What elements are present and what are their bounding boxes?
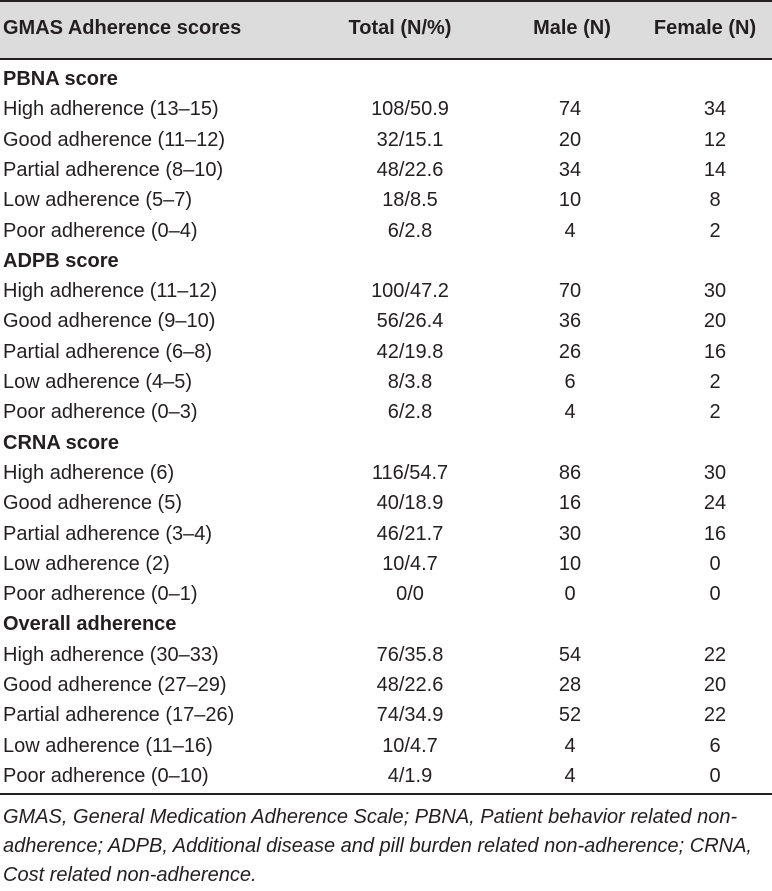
cell-male: 4 <box>564 764 576 787</box>
cell-total: 8/3.8 <box>387 371 433 393</box>
table-bottom-rule <box>0 793 772 795</box>
cell-female: 22 <box>703 643 727 666</box>
cell-total: 6/2.8 <box>387 401 433 424</box>
cell-category: Low adherence (4–5) <box>3 371 193 393</box>
cell-total: 42/19.8 <box>376 340 444 363</box>
cell-total: 108/50.9 <box>371 98 449 121</box>
cell-male: 54 <box>558 643 582 666</box>
table-row <box>0 488 772 518</box>
table-row <box>0 397 772 427</box>
cell-total: 10/4.7 <box>382 734 438 757</box>
cell-male: 6 <box>564 371 576 393</box>
cell-category: Good adherence (11–12) <box>3 128 226 151</box>
table-row <box>0 700 772 730</box>
cell-total: 100/47.2 <box>371 280 449 303</box>
cell-category: High adherence (13–15) <box>3 98 219 121</box>
cell-category: Partial adherence (3–4) <box>3 522 213 545</box>
cell-female: 0 <box>709 583 721 606</box>
cell-category: Partial adherence (8–10) <box>3 158 224 181</box>
cell-male: 74 <box>558 98 582 121</box>
header-male: Male (N) <box>533 17 611 39</box>
cell-female: 14 <box>703 158 727 181</box>
cell-male: 34 <box>558 158 582 181</box>
table-footnote: GMAS, General Medication Adherence Scale; PBNA, Patient behavior related non-adherence; ADPB, Additional disease and pill burden related non-adherence; CRNA, Cost related non-adherence. <box>3 806 752 886</box>
cell-total: 4/1.9 <box>387 764 433 787</box>
cell-male: 86 <box>558 461 582 484</box>
table-row <box>0 367 772 397</box>
table-row <box>0 519 772 549</box>
cell-total: 48/22.6 <box>376 674 444 696</box>
cell-category: High adherence (11–12) <box>3 280 218 303</box>
cell-total: 48/22.6 <box>376 158 444 181</box>
cell-category: High adherence (30–33) <box>3 643 219 666</box>
cell-male: 10 <box>558 189 582 212</box>
table-row <box>0 579 772 609</box>
cell-total: 0/0 <box>396 583 424 606</box>
cell-category: Poor adherence (0–10) <box>3 764 209 787</box>
table-row <box>0 185 772 215</box>
table-row <box>0 155 772 185</box>
cell-female: 30 <box>703 461 727 484</box>
cell-female: 2 <box>709 371 721 393</box>
cell-total: 46/21.7 <box>376 522 444 545</box>
table-row <box>0 761 772 791</box>
cell-female: 12 <box>703 128 727 151</box>
table-row <box>0 549 772 579</box>
cell-category: Low adherence (2) <box>3 552 170 575</box>
table-row <box>0 337 772 367</box>
cell-female: 2 <box>709 219 721 242</box>
cell-male: 26 <box>558 340 582 363</box>
cell-male: 52 <box>558 704 582 727</box>
cell-category: Poor adherence (0–4) <box>3 219 198 242</box>
table-row <box>0 216 772 246</box>
header-gmas-scores: GMAS Adherence scores <box>3 17 242 39</box>
table-row <box>0 731 772 761</box>
cell-male: 10 <box>558 552 582 575</box>
cell-category: Low adherence (11–16) <box>3 734 213 757</box>
header-female: Female (N) <box>653 17 757 39</box>
section-title-row <box>0 64 772 94</box>
cell-total: 116/54.7 <box>371 461 449 484</box>
cell-female: 24 <box>703 492 727 515</box>
cell-female: 16 <box>703 522 727 545</box>
cell-female: 0 <box>709 552 721 575</box>
table-row <box>0 276 772 306</box>
cell-total: 40/18.9 <box>376 492 444 515</box>
cell-female: 0 <box>709 764 721 787</box>
cell-total: 74/34.9 <box>376 704 444 727</box>
section-title-row <box>0 609 772 639</box>
cell-total: 18/8.5 <box>382 189 438 212</box>
cell-total: 76/35.8 <box>376 643 444 666</box>
table-row <box>0 640 772 670</box>
section-title: Overall adherence <box>3 613 177 636</box>
cell-male: 30 <box>558 522 582 545</box>
cell-female: 20 <box>703 674 727 696</box>
table-row <box>0 458 772 488</box>
cell-female: 34 <box>703 98 727 121</box>
cell-female: 2 <box>709 401 721 424</box>
cell-category: Partial adherence (6–8) <box>3 340 213 363</box>
cell-female: 30 <box>703 280 727 303</box>
table-row <box>0 125 772 155</box>
section-title: PBNA score <box>3 68 118 90</box>
cell-male: 4 <box>564 734 576 757</box>
cell-female: 16 <box>703 340 727 363</box>
table-header-row <box>0 12 772 44</box>
section-title: ADPB score <box>3 249 119 272</box>
cell-category: Poor adherence (0–3) <box>3 401 198 424</box>
cell-female: 20 <box>703 310 727 333</box>
cell-category: High adherence (6) <box>3 461 175 484</box>
table-row <box>0 670 772 700</box>
cell-female: 6 <box>709 734 721 757</box>
cell-male: 0 <box>564 583 576 606</box>
header-total: Total (N/%) <box>348 17 452 39</box>
cell-male: 36 <box>558 310 582 333</box>
cell-male: 20 <box>558 128 582 151</box>
cell-male: 4 <box>564 401 576 424</box>
cell-category: Good adherence (27–29) <box>3 674 227 696</box>
cell-male: 16 <box>558 492 582 515</box>
section-title-row <box>0 246 772 276</box>
section-title: CRNA score <box>3 431 119 454</box>
cell-male: 70 <box>558 280 582 303</box>
cell-category: Poor adherence (0–1) <box>3 583 198 606</box>
cell-category: Partial adherence (17–26) <box>3 704 235 727</box>
cell-total: 10/4.7 <box>382 552 438 575</box>
cell-category: Good adherence (5) <box>3 492 183 515</box>
cell-female: 22 <box>703 704 727 727</box>
cell-total: 32/15.1 <box>376 128 444 151</box>
cell-male: 4 <box>564 219 576 242</box>
cell-total: 6/2.8 <box>387 219 433 242</box>
table-row <box>0 306 772 336</box>
table-header-rule <box>0 58 772 60</box>
cell-total: 56/26.4 <box>376 310 444 333</box>
section-title-row <box>0 428 772 458</box>
table-row <box>0 94 772 124</box>
cell-category: Good adherence (9–10) <box>3 310 216 333</box>
cell-male: 28 <box>558 674 582 696</box>
cell-female: 8 <box>709 189 721 212</box>
cell-category: Low adherence (5–7) <box>3 189 193 212</box>
